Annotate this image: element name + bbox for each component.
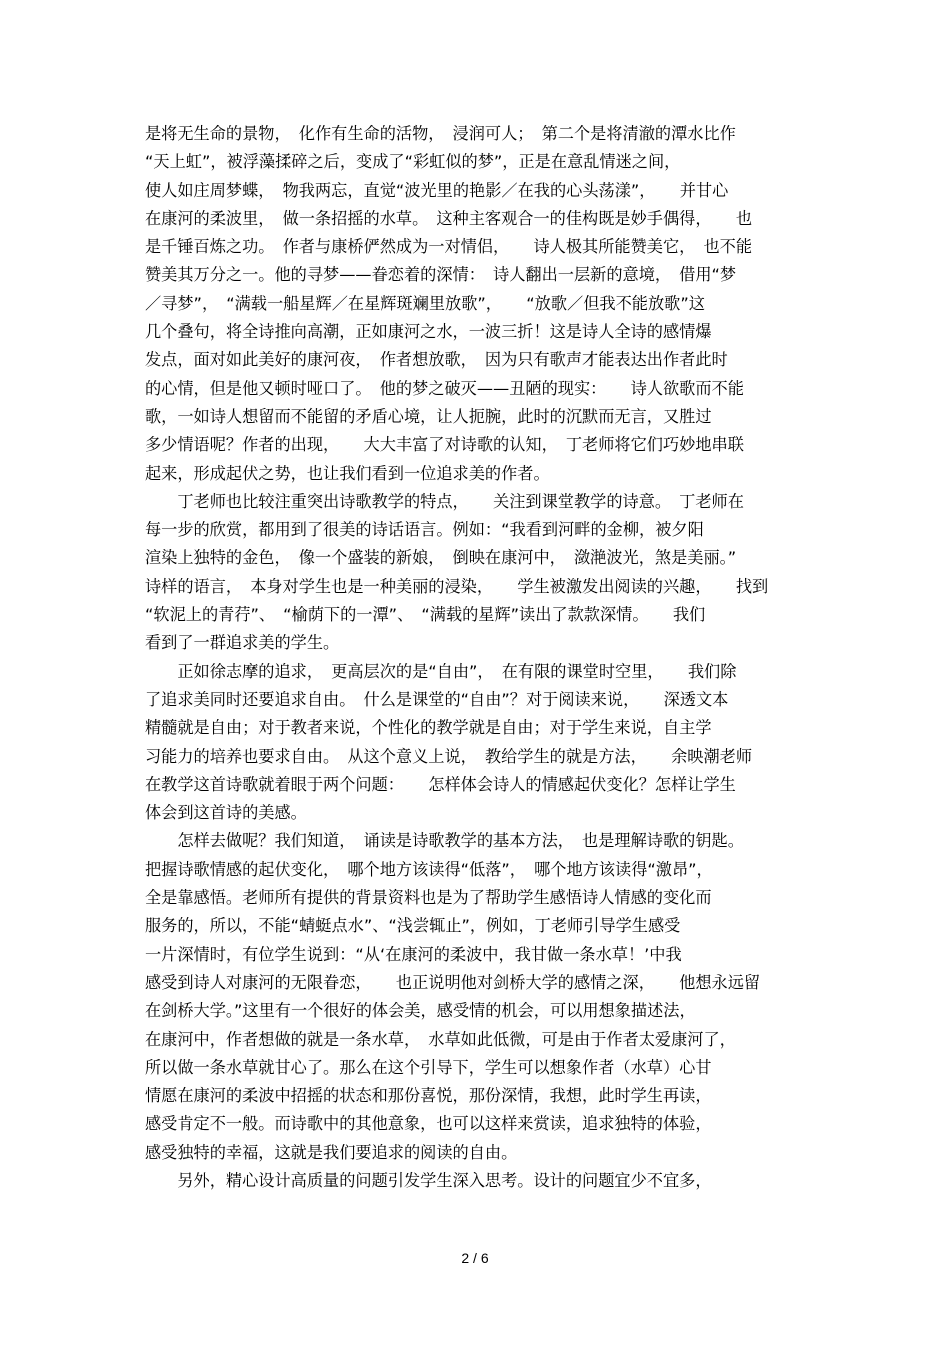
text-line: 渲染上独特的金色， 像一个盛装的新娘， 倒映在康河中， 潋滟波光，煞是美丽。”	[145, 548, 737, 568]
text-line: 了追求美同时还要追求自由。 什么是课堂的“自由”？对于阅读来说， 深透文本	[145, 689, 729, 709]
text-line: 丁老师也比较注重突出诗歌教学的特点， 关注到课堂教学的诗意。 丁老师在	[145, 491, 744, 511]
text-line: 使人如庄周梦蝶， 物我两忘，直觉“波光里的艳影／在我的心头荡漾”， 并甘心	[145, 180, 729, 200]
text-line: 诗样的语言， 本身对学生也是一种美丽的浸染， 学生被激发出阅读的兴趣， 找到	[145, 576, 769, 596]
text-line: 起来，形成起伏之势，也让我们看到一位追求美的作者。	[145, 463, 550, 483]
text-line: 习能力的培养也要求自由。 从这个意义上说， 教给学生的就是方法， 余映潮老师	[145, 746, 753, 766]
text-line: ／寻梦”， “满载一船星辉／在星辉斑斓里放歌”， “放歌／但我不能放歌”这	[145, 293, 705, 313]
text-line: 在教学这首诗歌就着眼于两个问题： 怎样体会诗人的情感起伏变化？怎样让学生	[145, 774, 736, 794]
text-line: “天上虹”，被浮藻揉碎之后，变成了“彩虹似的梦”，正是在意乱情迷之间，	[145, 152, 681, 172]
text-line: 发点，面对如此美好的康河夜， 作者想放歌， 因为只有歌声才能表达出作者此时	[145, 350, 728, 370]
text-line: 一片深情时，有位学生说到：“从‘在康河的柔波中，我甘做一条水草！’中我	[145, 944, 682, 964]
text-line: 感受肯定不一般。而诗歌中的其他意象，也可以这样来赏读，追求独特的体验，	[145, 1114, 712, 1134]
text-line: 在剑桥大学。”这里有一个很好的体会美，感受情的机会，可以用想象描述法，	[145, 1001, 696, 1021]
text-line: 歌，一如诗人想留而不能留的矛盾心境，让人扼腕，此时的沉默而无言，又胜过	[145, 406, 712, 426]
text-line: 全是靠感悟。老师所有提供的背景资料也是为了帮助学生感悟诗人情感的变化而	[145, 888, 712, 908]
text-line: 感受独特的幸福，这就是我们要追求的阅读的自由。	[145, 1142, 518, 1162]
text-line: “软泥上的青荇”、 “榆荫下的一潭”、 “满载的星辉”读出了款款深情。 我们	[145, 605, 706, 625]
text-line: 精髓就是自由；对于教者来说，个性化的教学就是自由；对于学生来说，自主学	[145, 718, 712, 738]
text-line: 的心情，但是他又顿时哑口了。 他的梦之破灭——丑陋的现实： 诗人欲歌而不能	[145, 378, 744, 398]
text-line: 正如徐志摩的追求， 更高层次的是“自由”， 在有限的课堂时空里， 我们除	[145, 661, 737, 681]
text-line: 服务的，所以，不能“蜻蜓点水”、“浅尝辄止”，例如，丁老师引导学生感受	[145, 916, 681, 936]
text-line: 赞美其万分之一。他的寻梦——眷恋着的深情： 诗人翻出一层新的意境， 借用“梦	[145, 265, 737, 285]
text-line: 是千锤百炼之功。 作者与康桥俨然成为一对情侣， 诗人极其所能赞美它， 也不能	[145, 237, 753, 257]
text-line: 另外，精心设计高质量的问题引发学生深入思考。设计的问题宜少不宜多，	[145, 1170, 712, 1190]
text-line: 是将无生命的景物， 化作有生命的活物， 浸润可人； 第二个是将清澈的潭水比作	[145, 124, 736, 143]
text-line: 多少情语呢？作者的出现， 大大丰富了对诗歌的认知， 丁老师将它们巧妙地串联	[145, 435, 744, 455]
text-line: 感受到诗人对康河的无限眷恋， 也正说明他对剑桥大学的感情之深， 他想永远留	[145, 972, 761, 992]
text-line: 每一步的欣赏，都用到了很美的诗话语言。例如：“我看到河畔的金柳，被夕阳	[145, 520, 704, 540]
text-line: 在康河的柔波里， 做一条招摇的水草。 这种主客观合一的佳构既是妙手偶得， 也	[145, 208, 753, 228]
text-line: 体会到这首诗的美感。	[145, 803, 307, 823]
text-line: 几个叠句，将全诗推向高潮，正如康河之水，一波三折！这是诗人全诗的感情爆	[145, 322, 712, 342]
text-line: 在康河中，作者想做的就是一条水草， 水草如此低微，可是由于作者太爱康河了，	[145, 1029, 736, 1049]
text-line: 情愿在康河的柔波中招摇的状态和那份喜悦，那份深情，我想，此时学生再读，	[145, 1086, 712, 1106]
body-text	[145, 120, 817, 1195]
text-line: 把握诗歌情感的起伏变化， 哪个地方该读得“低落”， 哪个地方该读得“激昂”，	[145, 859, 713, 879]
text-line: 看到了一群追求美的学生。	[145, 633, 340, 653]
page-number: 2 / 6	[461, 1250, 489, 1266]
text-line: 怎样去做呢？我们知道， 诵读是诗歌教学的基本方法， 也是理解诗歌的钥匙。	[145, 831, 744, 851]
text-line: 所以做一条水草就甘心了。那么在这个引导下，学生可以想象作者（水草）心甘	[145, 1057, 712, 1077]
